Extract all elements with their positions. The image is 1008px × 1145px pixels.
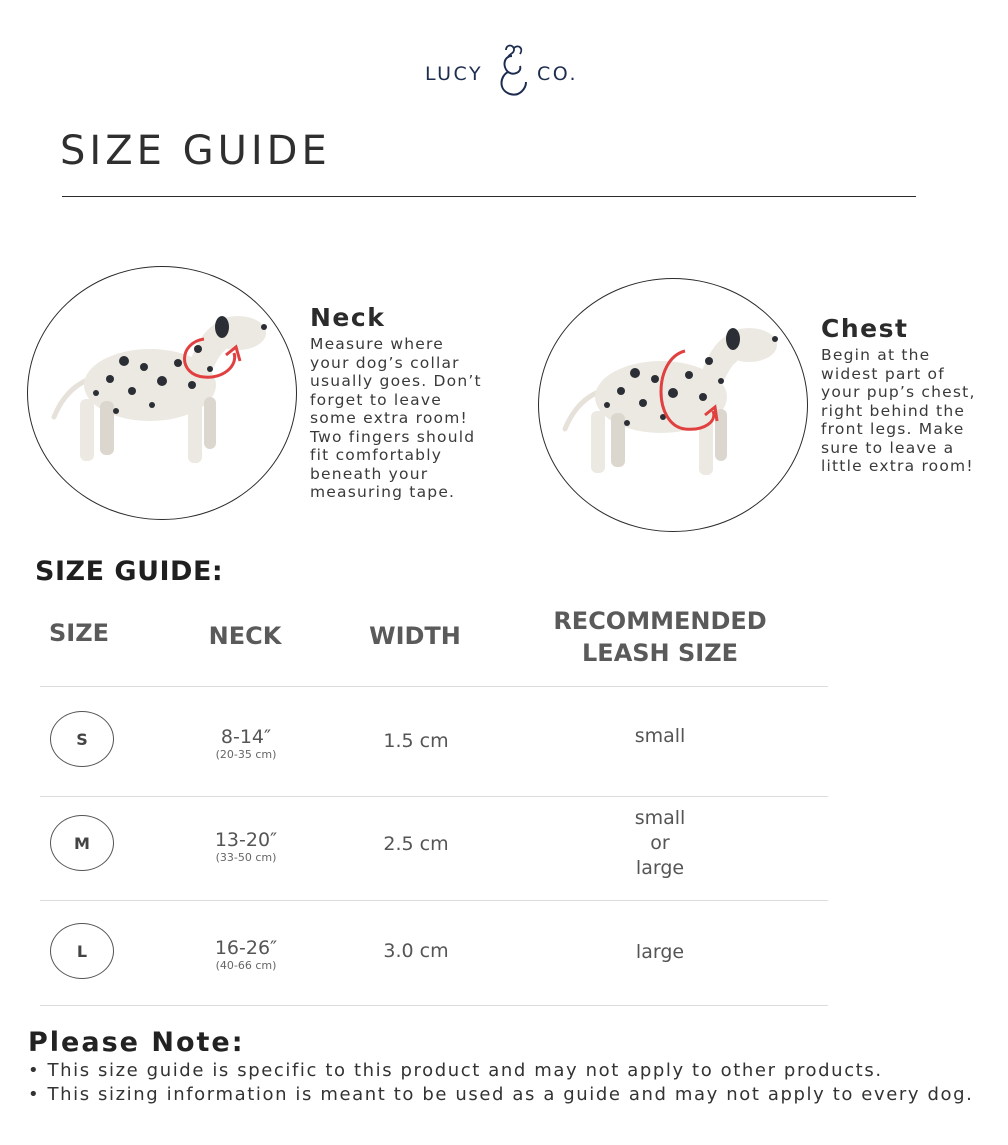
table-divider <box>40 686 828 687</box>
dog-neck-icon <box>28 267 296 519</box>
neck-heading: Neck <box>310 303 386 332</box>
neck-cell <box>186 726 306 761</box>
brand-name-left: LUCY <box>425 63 484 85</box>
neck-inches: 13-20″ <box>214 829 278 851</box>
width-cell: 1.5 cm <box>383 730 449 752</box>
size-badge-s: S <box>50 711 114 767</box>
table-divider <box>40 1005 828 1006</box>
table-divider <box>40 900 828 901</box>
dog-chest-icon <box>539 279 807 531</box>
ampersand-dog-icon <box>492 42 532 98</box>
chest-instructions: Begin at the widest part of your pup’s chest, right behind the front legs. Make sure to leave a little extra room! <box>821 346 976 475</box>
neck-cm: (20-35 cm) <box>215 748 277 761</box>
leash-cell: small or large <box>634 807 686 879</box>
neck-inches: 8-14″ <box>220 726 272 748</box>
neck-cell <box>186 829 306 864</box>
neck-instructions: Measure where your dog’s collar usually goes. Don’t forget to leave some extra room! Two fingers should fit comfortably beneath your measuring tape. <box>310 335 482 501</box>
note-heading: Please Note: <box>28 1027 245 1058</box>
header-width: WIDTH <box>369 622 461 650</box>
neck-cm: (40-66 cm) <box>215 959 277 972</box>
width-cell: 3.0 cm <box>383 940 449 962</box>
neck-cell <box>186 937 306 972</box>
chest-heading: Chest <box>821 314 909 343</box>
brand-logo <box>0 40 1008 100</box>
neck-illustration <box>27 266 297 520</box>
note-line: • This size guide is specific to this product and may not apply to other products. <box>28 1060 883 1081</box>
note-line: • This sizing information is meant to be used as a guide and may not apply to every dog. <box>28 1084 974 1105</box>
size-badge-l: L <box>50 923 114 979</box>
title-divider <box>62 196 916 197</box>
leash-cell: large <box>635 941 685 963</box>
neck-inches: 16-26″ <box>214 937 278 959</box>
header-neck: NECK <box>208 622 282 650</box>
neck-cm: (33-50 cm) <box>215 851 277 864</box>
header-leash: RECOMMENDED LEASH SIZE <box>553 607 767 667</box>
size-badge-m: M <box>50 815 114 871</box>
width-cell: 2.5 cm <box>383 833 449 855</box>
chest-illustration <box>538 278 808 532</box>
page-title: SIZE GUIDE <box>60 128 331 174</box>
header-size: SIZE <box>48 619 109 647</box>
brand-name-right: CO. <box>537 63 578 85</box>
leash-cell: small <box>634 725 686 747</box>
size-table-title: SIZE GUIDE: <box>35 556 224 587</box>
table-divider <box>40 796 828 797</box>
